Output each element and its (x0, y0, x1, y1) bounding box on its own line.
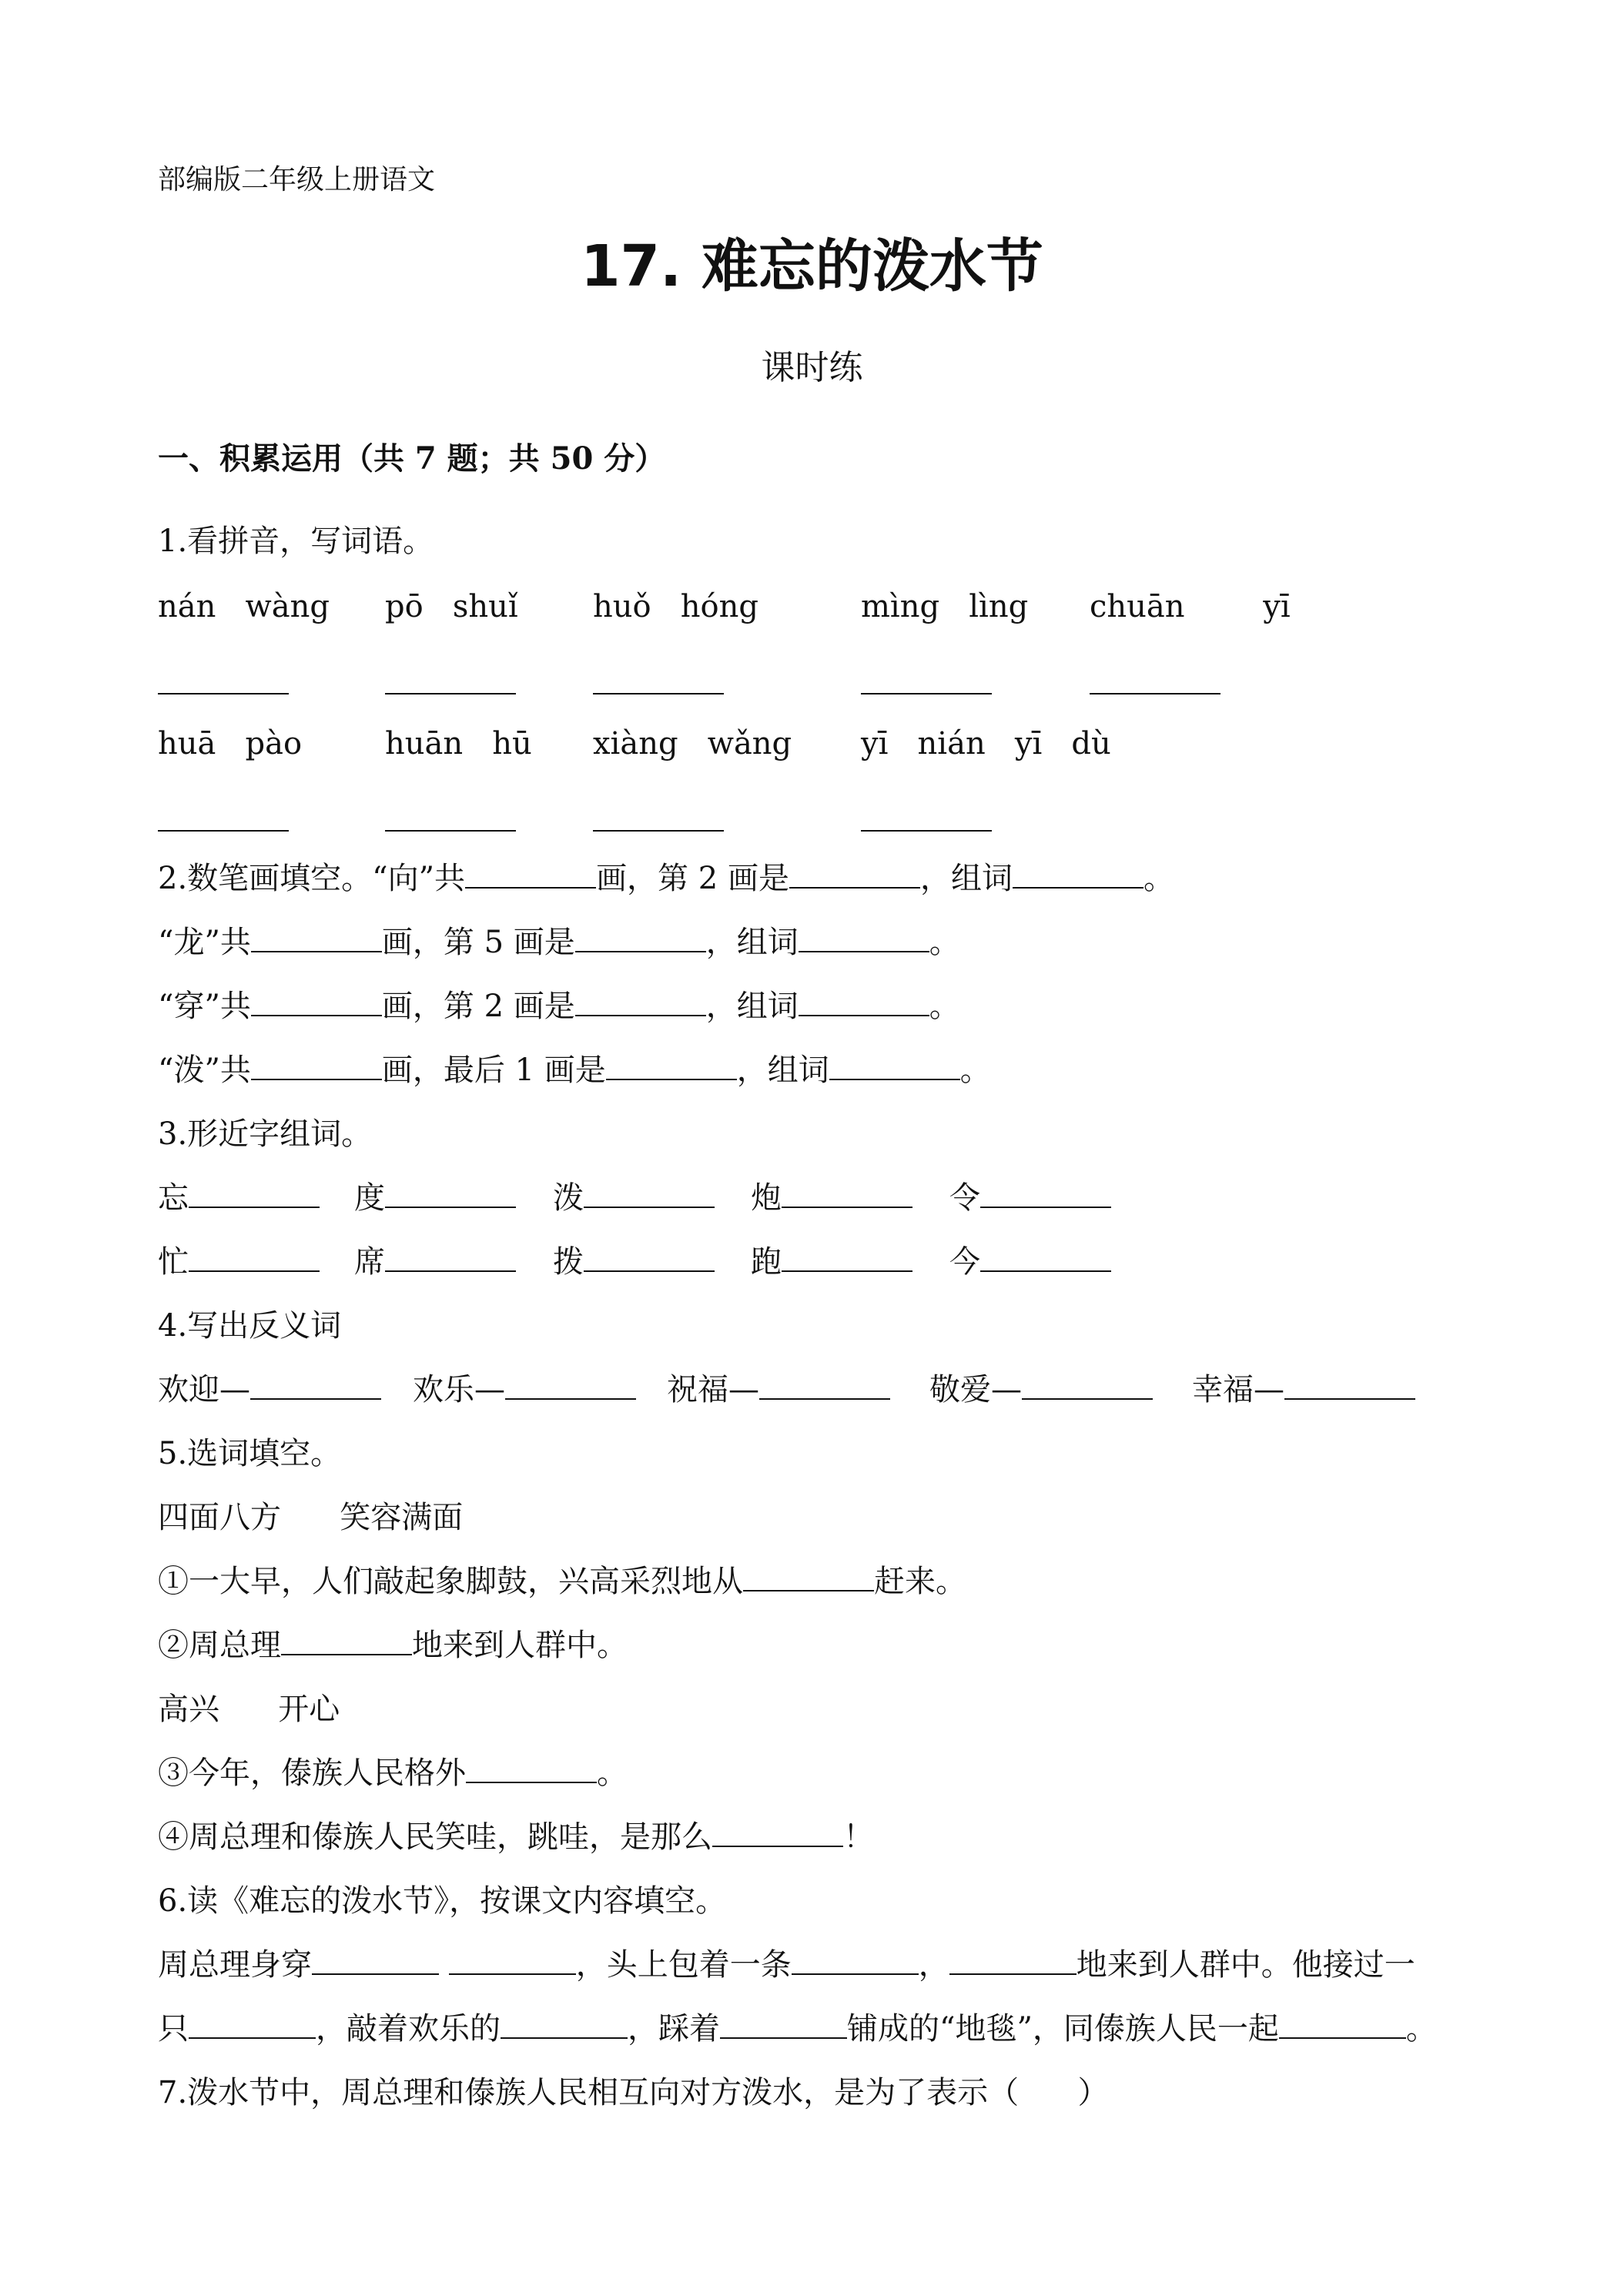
q5-prompt: 5.选词填空。 (158, 1436, 342, 1471)
q2-line-3: “穿”共 画，第 2 画是 ，组词 。 (158, 985, 960, 1028)
answer-blank[interactable] (1090, 693, 1221, 694)
answer-blank[interactable] (980, 1241, 1111, 1272)
antonym-item: 敬爱— (929, 1368, 1153, 1411)
answer-blank[interactable] (449, 1944, 576, 1975)
answer-blank[interactable] (385, 1177, 516, 1208)
answer-blank[interactable] (1013, 858, 1143, 889)
pinyin-7: huān hū (385, 726, 532, 761)
answer-blank[interactable] (712, 1816, 843, 1847)
answer-blank[interactable] (465, 858, 596, 889)
answer-blank[interactable] (158, 693, 289, 694)
answer-blank[interactable] (861, 830, 992, 832)
q2-line-4: “泼”共 画，最后 1 画是 ，组词 。 (158, 1049, 991, 1092)
char-item: 忙 (158, 1240, 320, 1284)
q3-prompt: 3.形近字组词。 (158, 1116, 373, 1152)
char-item: 度 (354, 1176, 516, 1220)
answer-blank[interactable] (861, 693, 992, 694)
q6-line-2: 只 ，敲着欢乐的 ，踩着 铺成的“地毯”，同傣族人民一起 。 (158, 2007, 1437, 2050)
char-item: 席 (354, 1240, 516, 1284)
answer-blank[interactable] (189, 1241, 320, 1272)
answer-blank[interactable] (606, 1049, 737, 1080)
answer-blank[interactable] (189, 1177, 320, 1208)
antonym-item: 幸福— (1192, 1368, 1415, 1411)
q5-sentence-3: ③今年，傣族人民格外 。 (158, 1752, 628, 1795)
answer-blank[interactable] (575, 922, 706, 952)
answer-blank[interactable] (799, 922, 929, 952)
answer-blank[interactable] (584, 1177, 715, 1208)
answer-blank[interactable] (251, 922, 382, 952)
section-heading: 一、积累运用（共 7 题；共 50 分） (158, 440, 666, 477)
answer-blank[interactable] (385, 693, 516, 694)
word-bank-2: 高兴 开心 (158, 1692, 340, 1727)
answer-blank[interactable] (575, 986, 706, 1016)
answer-blank[interactable] (743, 1561, 874, 1591)
answer-blank[interactable] (720, 2008, 847, 2039)
answer-blank[interactable] (799, 986, 929, 1016)
answer-blank[interactable] (782, 1241, 912, 1272)
pinyin-1: nán wàng (158, 589, 330, 624)
page-title: 17. 难忘的泼水节 (581, 233, 1043, 300)
answer-blank[interactable] (1022, 1369, 1153, 1400)
answer-blank[interactable] (250, 1369, 381, 1400)
char-item: 跑 (751, 1240, 912, 1284)
antonym-item: 欢乐— (413, 1368, 636, 1411)
pinyin-6: huā pào (158, 726, 303, 761)
q5-sentence-2: ②周总理 地来到人群中。 (158, 1624, 628, 1667)
char-item: 令 (949, 1176, 1111, 1220)
answer-blank[interactable] (593, 830, 724, 832)
char-item: 泼 (553, 1176, 715, 1220)
word-bank-1: 四面八方 笑容满面 (158, 1500, 464, 1535)
q4-prompt: 4.写出反义词 (158, 1308, 342, 1344)
q6-line-1: 周总理身穿 ，头上包着一条 ， 地来到人群中。他接过一 (158, 1943, 1415, 1986)
pinyin-3: huǒ hóng (593, 589, 758, 624)
answer-blank[interactable] (158, 830, 289, 832)
answer-blank[interactable] (501, 2008, 628, 2039)
char-item: 炮 (751, 1176, 912, 1220)
answer-blank[interactable] (251, 1049, 382, 1080)
answer-blank[interactable] (1284, 1369, 1415, 1400)
q5-sentence-4: ④周总理和傣族人民笑哇，跳哇，是那么 ！ (158, 1816, 874, 1859)
answer-blank[interactable] (792, 1944, 919, 1975)
q2-line-1: 2.数笔画填空。“向”共 画，第 2 画是 ，组词 。 (158, 857, 1174, 900)
answer-blank[interactable] (949, 1944, 1077, 1975)
q1-prompt: 1.看拼音，写词语。 (158, 524, 434, 559)
answer-blank[interactable] (593, 693, 724, 694)
course-header: 部编版二年级上册语文 (158, 164, 436, 196)
answer-blank[interactable] (1279, 2008, 1406, 2039)
answer-blank[interactable] (789, 858, 920, 889)
antonym-item: 祝福— (667, 1368, 890, 1411)
answer-blank[interactable] (505, 1369, 636, 1400)
pinyin-9: yī nián yī dù (861, 726, 1111, 761)
answer-blank[interactable] (251, 986, 382, 1016)
char-item: 拨 (553, 1240, 715, 1284)
answer-blank[interactable] (312, 1944, 439, 1975)
answer-blank[interactable] (281, 1625, 412, 1655)
pinyin-2: pō shuǐ (385, 589, 518, 624)
q2-line-2: “龙”共 画，第 5 画是 ，组词 。 (158, 921, 960, 964)
answer-blank[interactable] (584, 1241, 715, 1272)
q5-sentence-1: ①一大早，人们敲起象脚鼓，兴高采烈地从 赶来。 (158, 1560, 966, 1603)
page-subtitle: 课时练 (761, 348, 863, 387)
pinyin-5: chuān yī (1090, 589, 1291, 624)
antonym-item: 欢迎— (158, 1368, 381, 1411)
pinyin-8: xiàng wǎng (593, 726, 792, 761)
pinyin-4: mìng lìng (861, 589, 1029, 624)
char-item: 今 (949, 1240, 1111, 1284)
answer-blank[interactable] (829, 1049, 960, 1080)
answer-blank[interactable] (466, 1752, 597, 1783)
q6-prompt: 6.读《难忘的泼水节》，按课文内容填空。 (158, 1883, 727, 1919)
answer-blank[interactable] (189, 2008, 316, 2039)
answer-blank[interactable] (980, 1177, 1111, 1208)
answer-blank[interactable] (782, 1177, 912, 1208)
answer-blank[interactable] (385, 1241, 516, 1272)
char-item: 忘 (158, 1176, 320, 1220)
answer-blank[interactable] (759, 1369, 890, 1400)
q7-prompt: 7.泼水节中，周总理和傣族人民相互向对方泼水，是为了表示（ ） (158, 2075, 1109, 2110)
answer-blank[interactable] (385, 830, 516, 832)
